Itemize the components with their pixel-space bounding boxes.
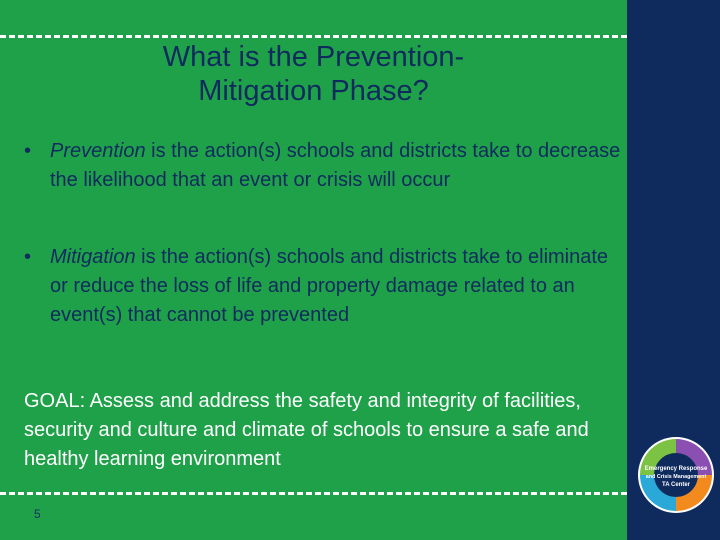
bullet-prevention-body: is the action(s) schools and districts take to decrease the likelihood that an event or crisis will occur bbox=[50, 140, 621, 191]
bullet-dot: • bbox=[24, 246, 32, 268]
bottom-dashed-divider bbox=[0, 492, 627, 495]
bullet-prevention-text bbox=[50, 137, 624, 195]
slide-title-line-2: Mitigation Phase? bbox=[198, 75, 429, 107]
erm-ta-center-logo bbox=[637, 432, 715, 518]
page-number: 5 bbox=[34, 507, 41, 521]
bullet-mitigation-body: is the action(s) schools and districts take to eliminate or reduce the loss of life and property damage related to an event(s) that cannot be prevented bbox=[50, 246, 609, 326]
slide-title-line-1: What is the Prevention- bbox=[162, 41, 465, 73]
bullet-prevention-term: Prevention bbox=[50, 140, 146, 162]
bullet-mitigation-term: Mitigation bbox=[50, 246, 136, 268]
bullet-dot: • bbox=[24, 140, 32, 162]
slide-title bbox=[0, 40, 627, 108]
logo-line-3: TA Center bbox=[661, 482, 691, 488]
goal-statement: GOAL: Assess and address the safety and integrity of facilities, security and culture and climate of schools to ensure a safe and healthy learning environment bbox=[24, 390, 589, 470]
top-dashed-divider bbox=[0, 35, 627, 38]
bullet-mitigation-text bbox=[50, 243, 624, 330]
logo-line-2: and Crisis Management bbox=[645, 474, 707, 480]
logo-line-1: Emergency Response bbox=[644, 466, 708, 472]
